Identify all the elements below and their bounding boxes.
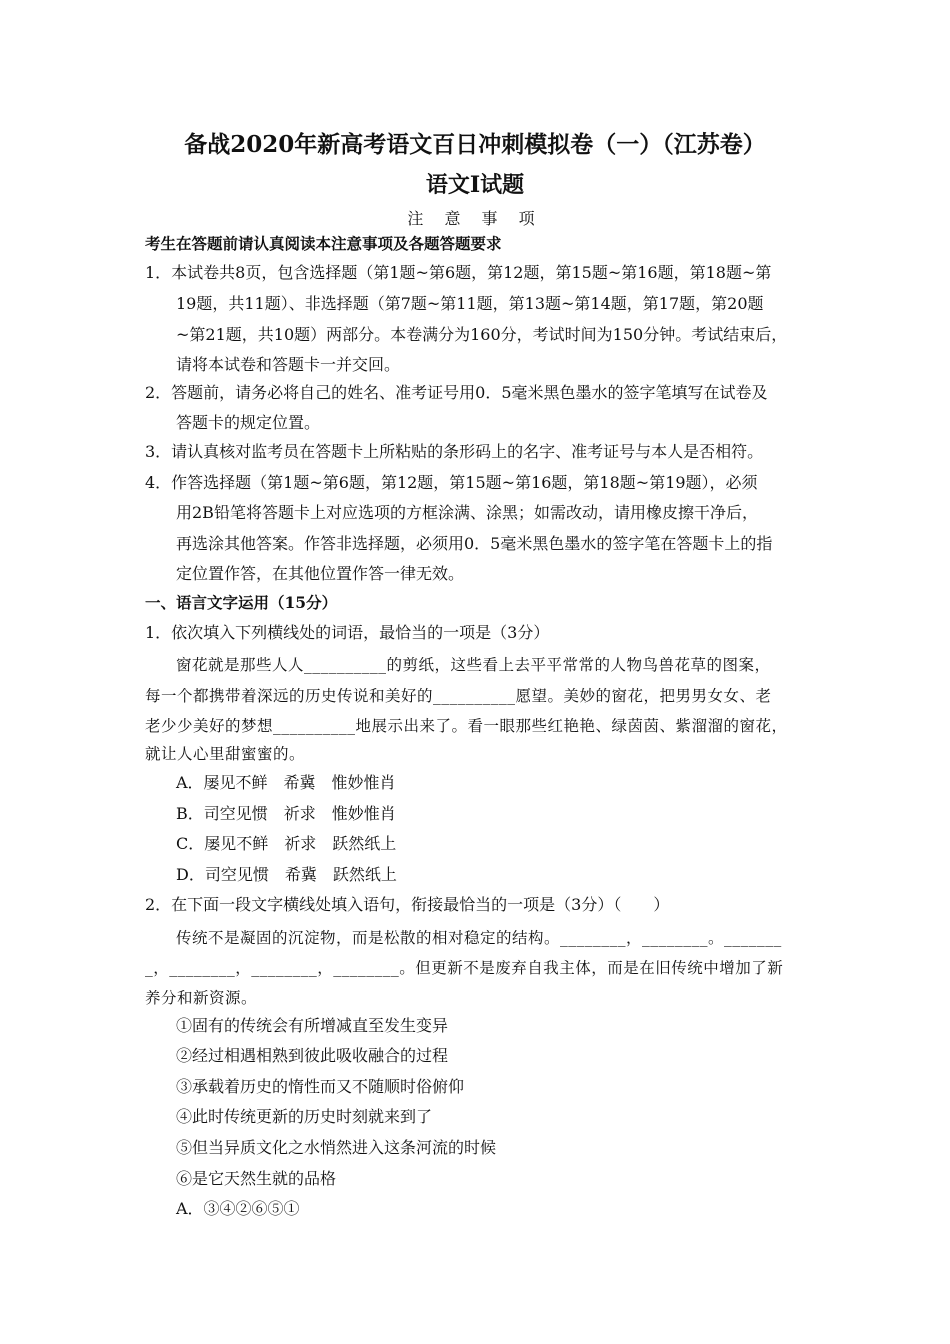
question-2-passage-line-2: _，________，________，________。但更新不是废弃自我主体，而是在旧传统中增加了新: [145, 959, 784, 977]
question-2-item-2: ②经过相遇相熟到彼此吸收融合的过程: [176, 1046, 449, 1065]
notice-item-1-line-1: 1．本试卷共8页，包含选择题（第1题~第6题，第12题，第15题~第16题，第18题~第: [145, 263, 772, 282]
question-2-passage-line-3: 养分和新资源。: [145, 989, 258, 1007]
question-1-option-a: A．屡见不鲜 希冀 惟妙惟肖: [176, 773, 396, 792]
notice-item-4-line-4: 定位置作答，在其他位置作答一律无效。: [176, 564, 465, 583]
notice-item-4-line-2: 用2B铅笔将答题卡上对应选项的方框涂满、涂黑；如需改动，请用橡皮擦干净后，: [176, 503, 758, 522]
notice-item-2-line-1: 2．答题前，请务必将自己的姓名、准考证号用0．5毫米黑色墨水的签字笔填写在试卷及: [145, 383, 768, 402]
question-1-passage-line-4: 就让人心里甜蜜蜜的。: [145, 745, 306, 763]
question-2-item-1: ①固有的传统会有所增减直至发生变异: [176, 1016, 449, 1035]
notice-item-2-line-2: 答题卡的规定位置。: [176, 413, 321, 432]
question-1-passage-line-3: 老少少美好的梦想__________地展示出来了。看一眼那些红艳艳、绿茵茵、紫溜溜的窗花，: [145, 717, 788, 735]
question-1-passage-line-2: 每一个都携带着深远的历史传说和美好的__________愿望。美妙的窗花，把男男女女、老: [145, 687, 772, 705]
question-2-item-3: ③承载着历史的惰性而又不随顺时俗俯仰: [176, 1077, 465, 1096]
exam-subtitle: 语文Ⅰ试题: [425, 172, 525, 198]
question-1-passage-line-1: 窗花就是那些人人__________的剪纸，这些看上去平平常常的人物鸟兽花草的图案，: [176, 656, 771, 674]
question-1-option-c: C．屡见不鲜 祈求 跃然纸上: [176, 834, 397, 853]
exam-title: 备战2020年新高考语文百日冲刺模拟卷（一）（江苏卷）: [184, 131, 766, 158]
question-2-item-6: ⑥是它天然生就的品格: [176, 1169, 337, 1188]
notice-item-1-line-3: ~第21题，共10题）两部分。本卷满分为160分，考试时间为150分钟。考试结束后，: [176, 325, 788, 344]
notice-item-4-line-1: 4．作答选择题（第1题~第6题，第12题，第15题~第16题，第18题~第19题），必须: [145, 473, 758, 492]
question-2-passage-line-1: 传统不是凝固的沉淀物，而是松散的相对稳定的结构。________，________。_______: [176, 929, 782, 947]
notice-heading: 注 意 事 项: [407, 209, 543, 228]
notice-item-1-line-2: 19题，共11题）、非选择题（第7题~第11题，第13题~第14题，第17题，第20题: [176, 294, 764, 313]
notice-intro: 考生在答题前请认真阅读本注意事项及各题答题要求: [145, 234, 502, 253]
notice-item-1-line-4: 请将本试卷和答题卡一并交回。: [176, 355, 401, 374]
question-2-item-5: ⑤但当异质文化之水悄然进入这条河流的时候: [176, 1138, 497, 1157]
question-1-option-b: B．司空见惯 祈求 惟妙惟肖: [176, 804, 396, 823]
question-2-option-a: A．③④②⑥⑤①: [176, 1199, 300, 1218]
question-2-stem: 2．在下面一段文字横线处填入语句，衔接最恰当的一项是（3分）（ ）: [145, 895, 670, 914]
section-heading: 一、语言文字运用（15分）: [145, 593, 338, 612]
question-1-stem: 1．依次填入下列横线处的词语，最恰当的一项是（3分）: [145, 623, 550, 642]
notice-item-3-line-1: 3．请认真核对监考员在答题卡上所粘贴的条形码上的名字、准考证号与本人是否相符。: [145, 442, 764, 461]
question-2-item-4: ④此时传统更新的历史时刻就来到了: [176, 1107, 433, 1126]
notice-item-4-line-3: 再选涂其他答案。作答非选择题，必须用0．5毫米黑色墨水的签字笔在答题卡上的指: [176, 534, 773, 553]
question-1-option-d: D．司空见惯 希冀 跃然纸上: [176, 865, 397, 884]
